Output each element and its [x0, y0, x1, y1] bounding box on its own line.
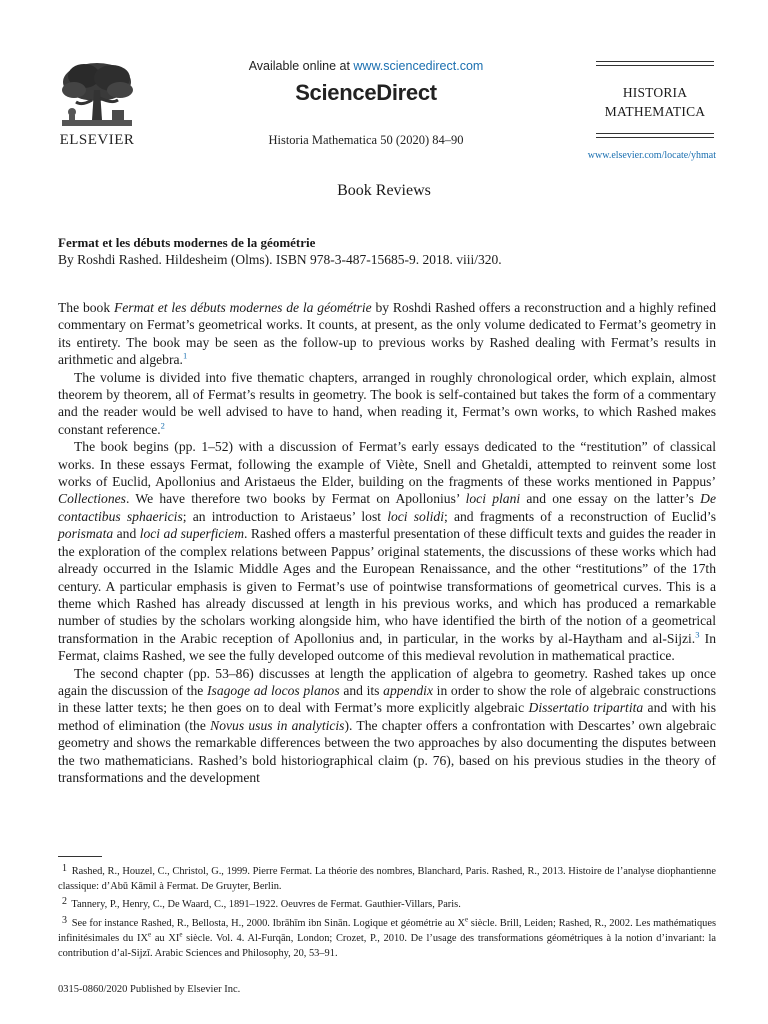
journal-homepage-link[interactable]: www.elsevier.com/locate/yhmat [587, 150, 716, 161]
header-rule [596, 61, 714, 62]
sciencedirect-wordmark: ScienceDirect [295, 80, 437, 105]
text-run: and its [339, 682, 384, 698]
footnote-ref[interactable]: 3 [695, 629, 700, 640]
reviewed-book-byline: By Roshdi Rashed. Hildesheim (Olms). ISBN 978-3-487-15685-9. 2018. viii/320. [58, 252, 502, 267]
footnote [58, 861, 716, 894]
italic-title: Isagoge ad locos planos [207, 682, 340, 698]
italic-title: Dissertatio tripartita [528, 700, 644, 716]
footnote-text: See for instance Rashed, R., Bellosta, H., 2000. Ibrāhīm ibn Sinān. Logique et géométrie au Xe siècle. Brill, Leiden; Rashed, R., 2002. Les mathématiques infinitésimales du IXe au XIe siècle. Vol. 4. Al-Furqān, London; Crozet, P., 2010. De l’usage des transformations géométriques à la notion d’invariant: la contribution d’al-Sijzī. Arabic Sciences and Philosophy, 20, 53–91. [58, 915, 716, 960]
text-run: in order to show the role of algebraic constructions in these latter texts; he then goes on to deal with Fermat’s more explicitly algebraic [58, 682, 716, 716]
journal-name-line1: HISTORIA [622, 85, 688, 100]
footnote-text: Rashed, R., Houzel, C., Christol, G., 1999. Pierre Fermat. La théorie des nombres, Blanchard, Paris. Rashed, R., 2013. Histoire de l’analyse diophantienne classique: d’Abū Kāmil à Fermat. De Gruyter, Berlin. [58, 866, 716, 893]
italic-title: Fermat et les débuts modernes de la géométrie [113, 300, 372, 315]
text-run: . We have therefore two books by Fermat on Apollonius’ [125, 491, 466, 507]
text-run: In Fermat, claims Rashed, we see the fully developed outcome of this medieval revolution in mathematical practice. [58, 630, 716, 664]
text-run: and [113, 526, 140, 542]
footnote-ref[interactable]: 2 [160, 420, 165, 431]
text-run: ). The chapter offers a confrontation with Descartes’ own algebraic geometry and shows the remarkable differences between the two approaches by also documenting the disputes between the two mathematicians. Rashed’s bold historiographical claim (p. 76), based on his previous studies in the theory of transformations and the development [58, 717, 716, 785]
header-rule [596, 137, 714, 138]
italic-title: De contactibus sphaericis [58, 491, 717, 524]
journal-name [596, 83, 714, 121]
available-prefix: Available online at [248, 59, 354, 73]
header-rule [596, 133, 714, 134]
text-run: . Rashed offers a masterful presentation of these difficult texts and guides the reader in the exploration of the complex relations between Pappus’ original statements, the discussions of these works which had already occurred in the Islamic Middle Ages and the European Renaissance, and the other “restitutions” of the 17th century. A particular emphasis is given to Fermat’s use of pointwise transformations of geometrical curves. This is a theme which Rashed has already discussed at length in his previous works, and which has produced a remarkable number of studies by the scholars working alongside him, who have identified the birth of the notion of a geometrical transformation in the Arabic reception of Apollonius and, in particular, in the works by al-Haytham and al-Sijzi. [58, 526, 716, 646]
sciencedirect-link[interactable]: www.sciencedirect.com [353, 59, 484, 73]
journal-name-line2: MATHEMATICA [604, 104, 706, 119]
footnote [58, 894, 716, 912]
footnote-number: 1 [62, 863, 67, 874]
italic-title: Collectiones [58, 491, 126, 507]
footnote-divider [58, 856, 102, 857]
footnotes [58, 861, 716, 961]
text-run: The volume is divided into five thematic chapters, arranged in roughly chronological order, which explain, almost theorem by theorem, all of Fermat’s results in geometry. The book is self-contained but takes the form of a commentary and the reader would be well advised to have to hand, when reading it, Fermat’s own works, to which Rashed makes constant reference. [58, 369, 716, 437]
text-run: The second chapter (pp. 53–86) discusses at length the application of algebra to geometry. Rashed takes up once again the discussion of the [58, 665, 716, 698]
copyright-notice: 0315-0860/2020 Published by Elsevier Inc. [58, 984, 241, 995]
text-run: The book [58, 300, 114, 315]
footnote-number: 3 [62, 914, 67, 926]
italic-title: loci plani [465, 491, 521, 507]
paragraph [58, 299, 716, 369]
text-run: and with his method of elimination (the [58, 700, 716, 733]
reviewed-book-title: Fermat et les débuts modernes de la géométrie [58, 235, 316, 250]
footnote-ref[interactable]: 1 [182, 350, 188, 361]
text-run: ; an introduction to Aristaeus’ lost [182, 508, 388, 524]
journal-title-block [596, 61, 714, 138]
footnote-number: 2 [62, 896, 67, 908]
italic-title: appendix [383, 682, 433, 698]
italic-title: Novus usus in analyticis [210, 717, 345, 733]
italic-title: loci solidi [387, 508, 444, 524]
text-run: ; and fragments of a reconstruction of Euclid’s [443, 508, 716, 524]
journal-citation: Historia Mathematica 50 (2020) 84–90 [268, 133, 464, 147]
text-run: by Roshdi Rashed offers a reconstruction and a highly refined commentary on Fermat’s geometrical works. It counts, at present, as the only volume dedicated to Fermat’s geometry in its entirety. The book may be seen as the follow-up to previous works by Rashed dealing with Fermat’s results in arithmetic and algebra. [58, 300, 716, 368]
header-rule [596, 65, 714, 66]
paragraph [58, 438, 716, 664]
italic-title: loci ad superficiem [139, 526, 245, 542]
paragraph [58, 369, 716, 439]
section-title: Book Reviews [337, 182, 431, 199]
publisher-wordmark: ELSEVIER [59, 132, 135, 148]
text-run: and one essay on the latter’s [520, 491, 701, 507]
italic-title: porismata [58, 526, 114, 542]
review-body [58, 299, 716, 786]
text-run: The book begins (pp. 1–52) with a discussion of Fermat’s early essays dedicated to the “restitution” of classical works. In these essays Fermat, following the example of Viète, Snell and Ghetaldi, attempted to reinvent some lost works of Euclid, Apollonius and Aristaeus the Elder, building on the fragments of these works mentioned in Pappus’ [58, 439, 716, 490]
footnote [58, 913, 716, 962]
footnote-text: Tannery, P., Henry, C., De Waard, C., 1891–1922. Oeuvres de Fermat. Gauthier-Villars, Paris. [71, 899, 461, 911]
paragraph [58, 665, 716, 787]
